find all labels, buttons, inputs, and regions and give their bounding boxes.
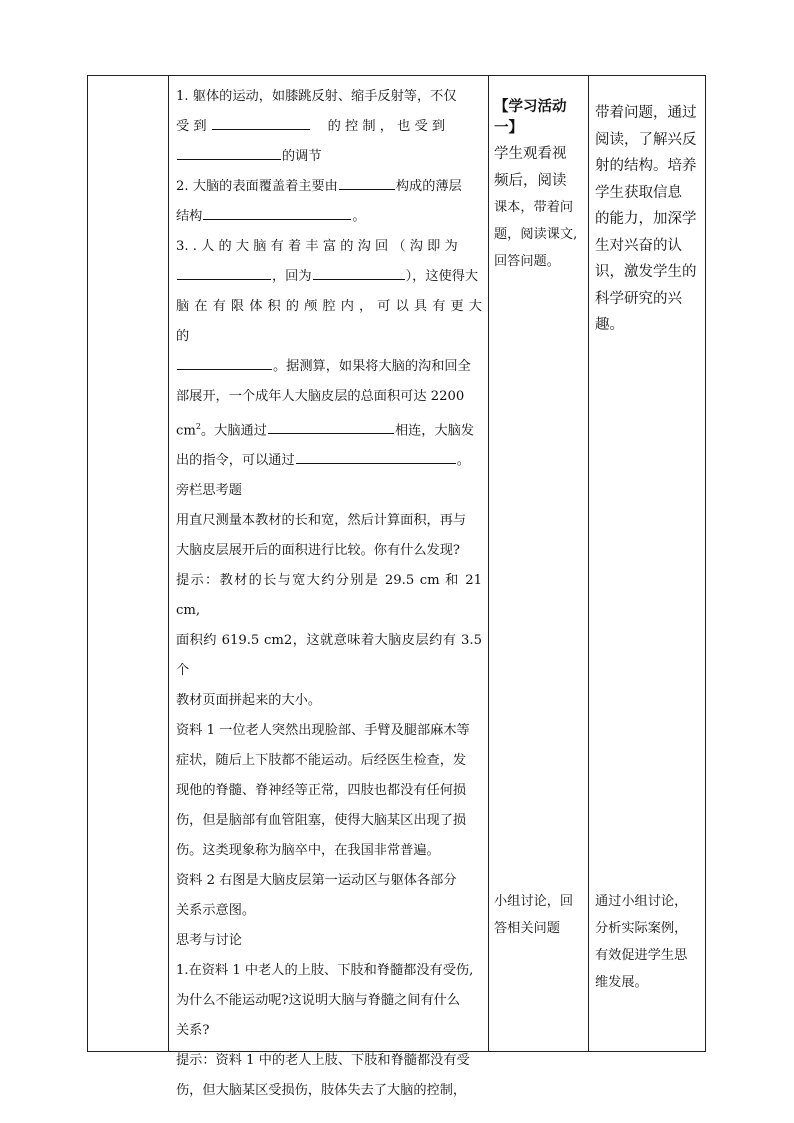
activity-line1: 学生观看视 xyxy=(494,146,567,162)
intent-line7: 识，激发学生的 xyxy=(595,264,697,280)
discussion-hint-line2: 伤，但大脑某区受损伤，肢体失去了大脑的控制， xyxy=(176,1083,467,1099)
blank xyxy=(296,446,456,464)
activity-line5: 回答问题。 xyxy=(494,254,560,269)
group-intent-line1: 通过小组讨论， xyxy=(595,894,688,909)
blank xyxy=(268,416,394,434)
intent-line9: 趣。 xyxy=(595,317,624,333)
item2-line1: 2. 大脑的表面覆盖着主要由 构成的薄层 xyxy=(176,172,482,202)
blank xyxy=(339,172,395,190)
item3-line7: 出的指令，可以通过 。 xyxy=(176,446,482,476)
blank xyxy=(177,142,281,160)
item3-line3: 脑 在 有 限 体 积 的 颅 腔 内 ， 可 以 具 有 更 大 的 xyxy=(176,299,482,344)
resource1-line4: 伤，但是脑部有血管阻塞，使得大脑某区出现了损 xyxy=(176,813,467,829)
activity-title-line1: 【学习活动 xyxy=(494,98,567,115)
blank xyxy=(212,112,310,130)
group-intent-line4: 维发展。 xyxy=(595,975,648,990)
intent-line4: 学生获取信息 xyxy=(595,184,682,201)
discussion-question-line2: 为什么不能运动呢?这说明大脑与脊髓之间有什么 xyxy=(176,993,461,1009)
item3-line2: ，回为 ），这使得大 xyxy=(176,262,482,292)
discussion-title: 思考与讨论 xyxy=(176,933,242,949)
activity-cell-top xyxy=(488,94,588,275)
discussion-question-line1: 1.在资料 1 中老人的上肢、下肢和脊髓都没有受伤, xyxy=(176,963,474,979)
resource1-line1: 资料 1 一位老人突然出现脸部、手臂及腿部麻木等 xyxy=(176,723,470,739)
sidebar-title: 旁栏思考题 xyxy=(176,483,242,499)
activity-title-line2: 一】 xyxy=(494,118,523,136)
item2-line2: 结构 。 xyxy=(176,202,482,232)
resource2-line1: 资料 2 右图是大脑皮层第一运动区与躯体各部分 xyxy=(176,873,457,889)
sidebar-question-line2: 大脑皮层展开后的面积进行比较。你有什么发现? xyxy=(176,543,461,559)
blank xyxy=(203,202,351,220)
item1-line3: 的调节 xyxy=(176,142,482,172)
intent-line3: 射的结构。培养 xyxy=(595,158,697,174)
intent-line2: 阅读，了解兴反 xyxy=(595,131,697,148)
hint1-line2: 面积约 619.5 cm2，这就意味着大脑皮层约有 3.5 个 xyxy=(176,633,482,679)
discussion-hint-line1: 提示：资料 1 中的老人上肢、下肢和脊髓都没有受 xyxy=(176,1053,470,1069)
intent-cell-bottom xyxy=(588,888,707,996)
resource1-line3: 现他的脊髓、脊神经等正常，四肢也都没有任何损 xyxy=(176,783,467,799)
resource1-line2: 症状，随后上下肢都不能运动。后经医生检查，发 xyxy=(176,753,467,769)
resource2-line2: 关系示意图。 xyxy=(176,903,256,919)
intent-line6: 生对兴奋的认 xyxy=(595,237,682,254)
group-activity-line1: 小组讨论，回 xyxy=(494,894,574,909)
blank xyxy=(313,262,405,280)
group-intent-line3: 有效促进学生思 xyxy=(595,948,688,963)
discussion-question-line3: 关系? xyxy=(176,1023,210,1039)
item3-line1: 3. . 人 的 大 脑 有 着 丰 富 的 沟 回 （ 沟 即 为 xyxy=(176,239,458,254)
activity-line3: 课本，带着问 xyxy=(494,200,574,215)
sidebar-question-line1: 用直尺测量本教材的长和宽，然后计算面积，再与 xyxy=(176,513,467,529)
hint1-line1: 提示：教材的长与宽大约分别是 29.5 cm 和 21 cm, xyxy=(176,573,482,619)
blank xyxy=(177,352,272,370)
lesson-table xyxy=(87,75,706,1099)
group-activity-line2: 答相关问题 xyxy=(494,921,560,936)
resource1-line5: 伤。这类现象称为脑卒中，在我国非常普遍。 xyxy=(176,843,440,859)
intent-cell-top xyxy=(588,100,707,339)
activity-cell-bottom xyxy=(488,888,588,942)
item1-line2: 受 到 的 控 制 ， 也 受 到 xyxy=(176,112,482,142)
group-intent-line2: 分析实际案例， xyxy=(595,921,688,936)
blank xyxy=(177,262,271,280)
item3-line5: 部展开，一个成年人大脑皮层的总面积可达 2200 xyxy=(176,389,465,404)
hint1-line3: 教材页面拼起来的大小。 xyxy=(176,693,322,709)
item1-line1: 1. 躯体的运动，如膝跳反射、缩手反射等，不仅 xyxy=(176,89,457,104)
activity-line2: 频后，阅读 xyxy=(494,172,567,189)
item3-line4: 。据测算，如果将大脑的沟和回全 xyxy=(176,352,482,382)
item3-line6: $cm^2$。大脑通过 相连，大脑发 xyxy=(176,412,482,446)
intent-line1: 带着问题，通过 xyxy=(595,105,697,121)
activity-line4: 题，阅读课文, xyxy=(494,227,578,242)
intent-line8: 科学研究的兴 xyxy=(595,290,682,307)
content-cell xyxy=(169,76,488,1106)
intent-line5: 的能力，加深学 xyxy=(595,211,697,227)
